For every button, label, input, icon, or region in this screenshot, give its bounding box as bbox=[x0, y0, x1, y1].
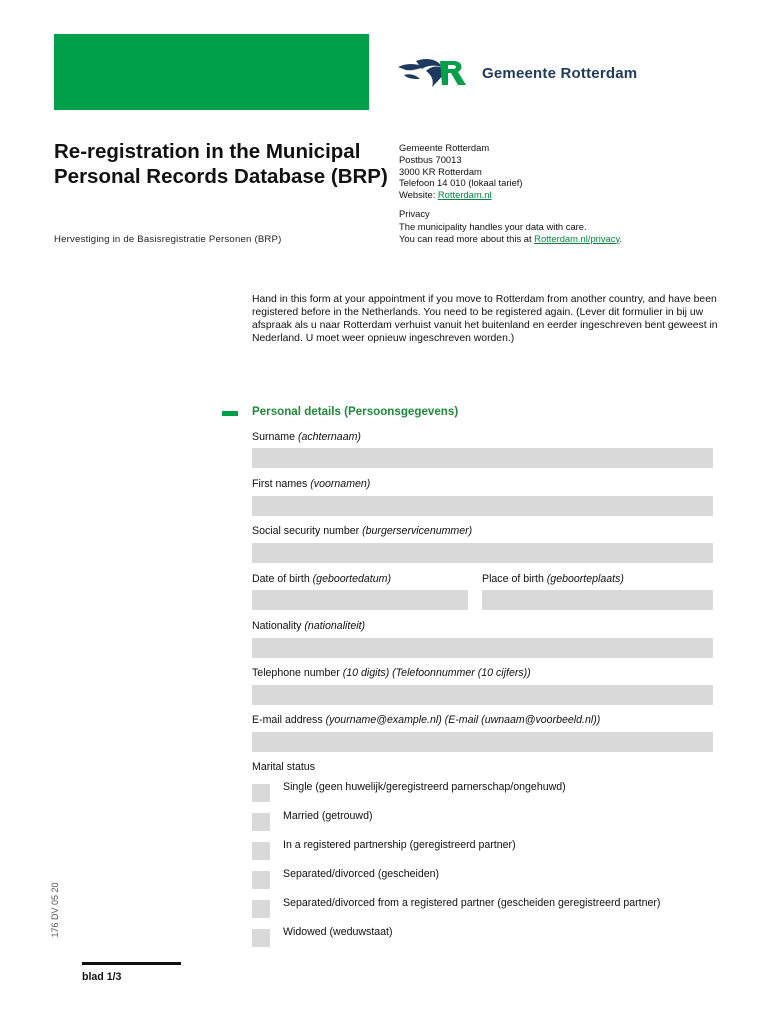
contact-block bbox=[399, 142, 523, 201]
first-names-label-hint: (voornamen) bbox=[310, 478, 371, 490]
surname-field[interactable] bbox=[252, 448, 713, 468]
footer-bar bbox=[82, 962, 181, 965]
contact-city: 3000 KR Rotterdam bbox=[399, 165, 482, 177]
pob-label-hint: (geboorteplaats) bbox=[546, 573, 624, 585]
dob-label bbox=[252, 573, 391, 585]
marital-divorced-partner-label: Separated/divorced from a registered partner (gescheiden geregistreerd partner) bbox=[283, 897, 661, 909]
surname-label-text: Surname bbox=[252, 431, 298, 443]
rotterdam-lion-icon bbox=[396, 57, 474, 89]
marital-single-checkbox[interactable] bbox=[252, 784, 270, 802]
first-names-field[interactable] bbox=[252, 496, 713, 516]
email-label bbox=[252, 714, 600, 726]
first-names-label-text: First names bbox=[252, 478, 311, 490]
marital-widowed-checkbox[interactable] bbox=[252, 929, 270, 947]
marital-divorced-label: Separated/divorced (gescheiden) bbox=[283, 868, 440, 880]
email-label-text: E-mail address bbox=[252, 714, 326, 726]
nationality-field[interactable] bbox=[252, 638, 713, 658]
gemeente-rotterdam-logo bbox=[396, 56, 686, 90]
header-green-block bbox=[54, 34, 369, 110]
nationality-label-text: Nationality bbox=[252, 620, 305, 632]
page-number: blad 1/3 bbox=[82, 971, 122, 983]
marital-partnership-label: In a registered partnership (geregistreerd partner) bbox=[283, 839, 516, 851]
phone-label-hint: (10 digits) (Telefoonnummer (10 cijfers)) bbox=[342, 667, 531, 679]
nationality-label-hint: (nationaliteit) bbox=[304, 620, 366, 632]
bsn-label-hint: (burgerservicenummer) bbox=[362, 525, 473, 537]
privacy-line1: The municipality handles your data with care. bbox=[399, 220, 587, 232]
logo-text: Gemeente Rotterdam bbox=[482, 64, 638, 82]
marital-partnership-checkbox[interactable] bbox=[252, 842, 270, 860]
contact-phone: Telefoon 14 010 (lokaal tarief) bbox=[399, 177, 523, 189]
section-marker bbox=[222, 411, 238, 416]
dob-field[interactable] bbox=[252, 590, 468, 610]
privacy-title: Privacy bbox=[399, 208, 430, 219]
bsn-field[interactable] bbox=[252, 543, 713, 563]
dob-label-text: Date of birth bbox=[252, 573, 313, 585]
privacy-line2 bbox=[399, 233, 622, 245]
pob-field[interactable] bbox=[482, 590, 713, 610]
website-link[interactable]: Rotterdam.nl bbox=[437, 189, 492, 201]
first-names-label bbox=[252, 478, 370, 490]
pob-label bbox=[482, 573, 624, 585]
contact-name: Gemeente Rotterdam bbox=[399, 142, 490, 153]
email-label-hint: (yourname@example.nl) (E-mail (uwnaam@voorbeeld.nl)) bbox=[325, 714, 601, 726]
email-field[interactable] bbox=[252, 732, 713, 752]
privacy-line2-text: You can read more about this at bbox=[399, 232, 535, 244]
surname-label bbox=[252, 431, 361, 443]
intro-text: Hand in this form at your appointment if you move to Rotterdam from another country, and have been registered before in the Netherlands. You need to be registered again. (Lever dit formulier in bij uw afspraak als u naar Rotterdam verhuist vanuit het buitenland en eerder ingeschreven bent geweest in Nederland. U moet weer opnieuw ingeschreven worden.) bbox=[252, 294, 718, 344]
phone-field[interactable] bbox=[252, 685, 713, 705]
pob-label-text: Place of birth bbox=[482, 573, 547, 585]
marital-widowed-label: Widowed (weduwstaat) bbox=[283, 926, 393, 938]
marital-married-checkbox[interactable] bbox=[252, 813, 270, 831]
website-label: Website: bbox=[399, 189, 438, 201]
contact-website bbox=[399, 189, 523, 201]
dob-label-hint: (geboortedatum) bbox=[312, 573, 391, 585]
bsn-label-text: Social security number bbox=[252, 525, 363, 537]
marital-divorced-checkbox[interactable] bbox=[252, 871, 270, 889]
surname-label-hint: (achternaam) bbox=[297, 431, 361, 443]
contact-postbus: Postbus 70013 bbox=[399, 153, 462, 165]
privacy-block bbox=[399, 208, 622, 244]
marital-status-label: Marital status bbox=[252, 761, 315, 773]
marital-divorced-partner-checkbox[interactable] bbox=[252, 900, 270, 918]
marital-single-label: Single (geen huwelijk/geregistreerd parnerschap/ongehuwd) bbox=[283, 781, 566, 793]
privacy-link[interactable]: Rotterdam.nl/privacy bbox=[534, 232, 620, 244]
page-title: Re-registration in the Municipal Personal Records Database (BRP) bbox=[54, 140, 388, 188]
page-subtitle: Hervestiging in de Basisregistratie Personen (BRP) bbox=[54, 234, 282, 245]
nationality-label bbox=[252, 620, 365, 632]
bsn-label bbox=[252, 525, 472, 537]
phone-label-text: Telephone number bbox=[252, 667, 343, 679]
phone-label bbox=[252, 667, 531, 679]
form-code: 176 DV 05 20 bbox=[50, 882, 60, 938]
marital-married-label: Married (getrouwd) bbox=[283, 810, 373, 822]
privacy-line2-end: . bbox=[619, 232, 623, 244]
section-title: Personal details (Persoonsgegevens) bbox=[252, 405, 459, 418]
